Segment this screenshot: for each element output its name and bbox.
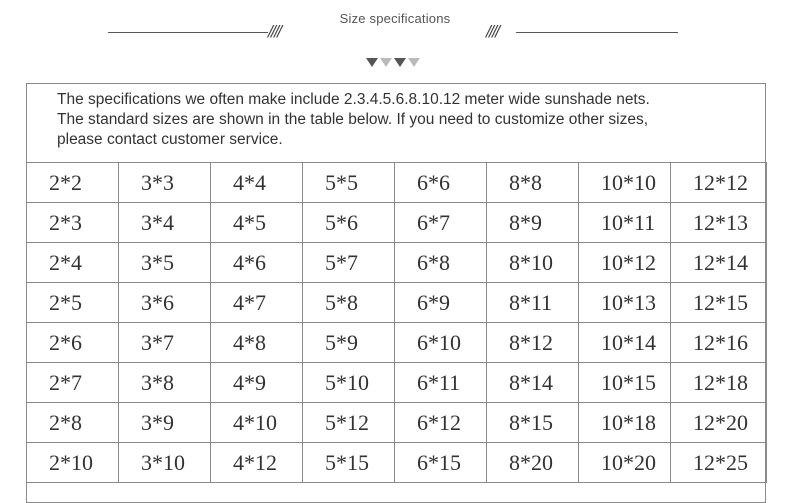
size-cell: 8*12: [487, 323, 579, 363]
size-cell: 5*12: [303, 403, 395, 443]
size-cell: 10*14: [579, 323, 671, 363]
size-cell: 2*10: [27, 443, 119, 483]
size-cell: 2*7: [27, 363, 119, 403]
table-row: [27, 443, 767, 483]
size-cell: 4*10: [211, 403, 303, 443]
table-row: [27, 403, 767, 443]
size-cell: 10*18: [579, 403, 671, 443]
size-cell: 10*20: [579, 443, 671, 483]
intro-line: please contact customer service.: [57, 131, 283, 148]
size-cell: 3*10: [119, 443, 211, 483]
size-cell: 12*15: [671, 283, 767, 323]
table-row: [27, 323, 767, 363]
size-cell: 10*10: [579, 163, 671, 203]
triangle-divider: [366, 58, 420, 67]
size-cell: 3*7: [119, 323, 211, 363]
size-cell: 5*9: [303, 323, 395, 363]
size-cell: 6*11: [395, 363, 487, 403]
size-cell: 8*20: [487, 443, 579, 483]
size-cell: 6*6: [395, 163, 487, 203]
triangle-down-icon: [366, 58, 378, 67]
header-rule-left: [108, 32, 268, 33]
size-cell: 6*7: [395, 203, 487, 243]
size-cell: 6*12: [395, 403, 487, 443]
size-cell: 10*11: [579, 203, 671, 243]
size-cell: 2*6: [27, 323, 119, 363]
size-cell: 4*8: [211, 323, 303, 363]
size-cell: 8*14: [487, 363, 579, 403]
size-cell: 5*6: [303, 203, 395, 243]
size-cell: 3*4: [119, 203, 211, 243]
size-cell: 3*8: [119, 363, 211, 403]
size-cell: 5*15: [303, 443, 395, 483]
size-cell: 10*12: [579, 243, 671, 283]
size-cell: 2*2: [27, 163, 119, 203]
size-cell: 12*20: [671, 403, 767, 443]
table-row: [27, 283, 767, 323]
triangle-down-icon: [408, 58, 420, 67]
intro-line: The specifications we often make include 2.3.4.5.6.8.10.12 meter wide sunshade nets.: [57, 91, 650, 108]
size-cell: 3*3: [119, 163, 211, 203]
size-cell: 10*13: [579, 283, 671, 323]
size-cell: 8*9: [487, 203, 579, 243]
size-cell: 12*18: [671, 363, 767, 403]
size-cell: 12*12: [671, 163, 767, 203]
size-cell: 5*8: [303, 283, 395, 323]
size-cell: 12*14: [671, 243, 767, 283]
size-cell: 4*12: [211, 443, 303, 483]
size-cell: 5*7: [303, 243, 395, 283]
size-table: [26, 162, 767, 483]
size-cell: 4*9: [211, 363, 303, 403]
table-row: [27, 363, 767, 403]
size-cell: 2*3: [27, 203, 119, 243]
section-title: Size specifications: [339, 11, 451, 26]
size-cell: 6*8: [395, 243, 487, 283]
table-row: [27, 243, 767, 283]
size-cell: 12*13: [671, 203, 767, 243]
table-row: [27, 203, 767, 243]
size-cell: 5*10: [303, 363, 395, 403]
intro-text: [57, 90, 747, 150]
size-cell: 3*5: [119, 243, 211, 283]
header-slashes-left: ////: [268, 22, 281, 40]
size-cell: 8*15: [487, 403, 579, 443]
size-cell: 2*5: [27, 283, 119, 323]
size-cell: 10*15: [579, 363, 671, 403]
triangle-down-icon: [394, 58, 406, 67]
size-cell: 4*7: [211, 283, 303, 323]
size-cell: 3*6: [119, 283, 211, 323]
size-cell: 6*15: [395, 443, 487, 483]
size-cell: 8*10: [487, 243, 579, 283]
size-cell: 4*5: [211, 203, 303, 243]
section-header: [0, 0, 790, 80]
size-cell: 12*25: [671, 443, 767, 483]
size-cell: 4*4: [211, 163, 303, 203]
header-slashes-right: ////: [486, 22, 499, 40]
size-cell: 8*11: [487, 283, 579, 323]
intro-line: The standard sizes are shown in the table below. If you need to customize other sizes,: [57, 111, 649, 128]
size-cell: 5*5: [303, 163, 395, 203]
size-cell: 6*9: [395, 283, 487, 323]
size-cell: 8*8: [487, 163, 579, 203]
header-rule-right: [516, 32, 678, 33]
size-cell: 4*6: [211, 243, 303, 283]
triangle-down-icon: [380, 58, 392, 67]
size-cell: 2*4: [27, 243, 119, 283]
size-cell: 6*10: [395, 323, 487, 363]
table-row: [27, 163, 767, 203]
size-cell: 12*16: [671, 323, 767, 363]
size-cell: 3*9: [119, 403, 211, 443]
size-cell: 2*8: [27, 403, 119, 443]
